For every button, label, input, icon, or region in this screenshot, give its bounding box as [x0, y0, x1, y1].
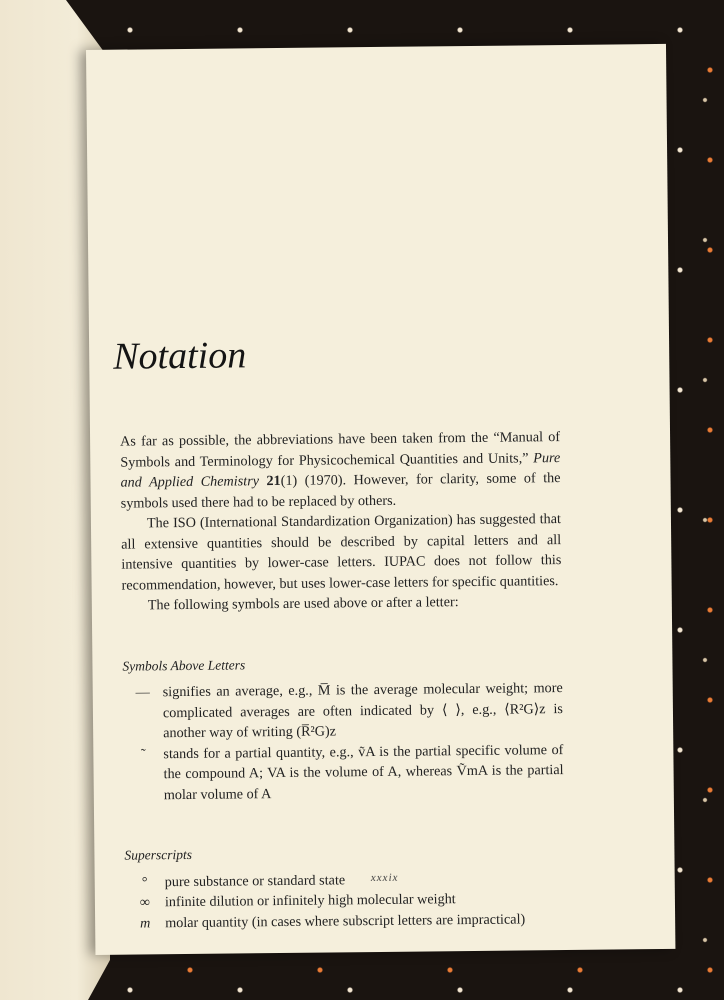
- tilde-symbol: ˜: [140, 745, 146, 762]
- page-title: Notation: [112, 334, 247, 378]
- book-page: [86, 44, 675, 955]
- list-item-text: pure substance or standard state: [164, 871, 346, 890]
- list-item-text: stands for a partial quantity, e.g., ṽA is the partial specific volume of the compound A; VA is the volume of A, whereas ṼmA is the partial molar volume of A: [163, 741, 564, 803]
- list-item-text: signifies an average, e.g., M̅ is the average molecular weight; more complicated averages are often indicated by ⟨ ⟩, e.g., ⟨R²G⟩z is another way of writing (R̅²G)z: [162, 680, 564, 742]
- infinity-symbol: ∞: [139, 894, 151, 911]
- paragraph-1-text: As far as possible, the abbreviations have been taken from the “Manual of Symbols and Terminology for Physicochemical Quantities and Units,”: [120, 429, 561, 471]
- page-body: [120, 427, 565, 934]
- list-item: [125, 909, 565, 934]
- journal-name: Pure and Applied Chemistry: [120, 449, 561, 491]
- overline-symbol: —: [135, 684, 150, 701]
- journal-rest: (1) (1970). However, for clarity, some of the symbols used there had to be replaced by others.: [120, 470, 561, 512]
- paragraph-2: The ISO (International Standardization Organization) has suggested that all extensive quantities should be described by capital letters and all intensive quantities by lower-case letters. IUPAC does not follow this recommendation, however, but uses lower-case letters for specific quantities.: [121, 511, 562, 594]
- section-heading-superscripts: Superscripts: [124, 846, 193, 863]
- list-item-text: molar quantity (in cases where subscript letters are impractical): [165, 910, 526, 931]
- journal-volume: 21: [266, 472, 281, 490]
- paragraph-1: [120, 427, 561, 514]
- paragraph-3: The following symbols are used above or after a letter:: [147, 594, 459, 614]
- m-symbol: m: [139, 914, 151, 931]
- section-heading-above: Symbols Above Letters: [122, 656, 246, 674]
- list-item: [123, 678, 564, 744]
- list-item: [123, 740, 564, 806]
- page-number: xxxix: [370, 871, 399, 885]
- list-item-text: infinite dilution or infinitely high molecular weight: [164, 891, 456, 911]
- degree-symbol: °: [141, 873, 148, 890]
